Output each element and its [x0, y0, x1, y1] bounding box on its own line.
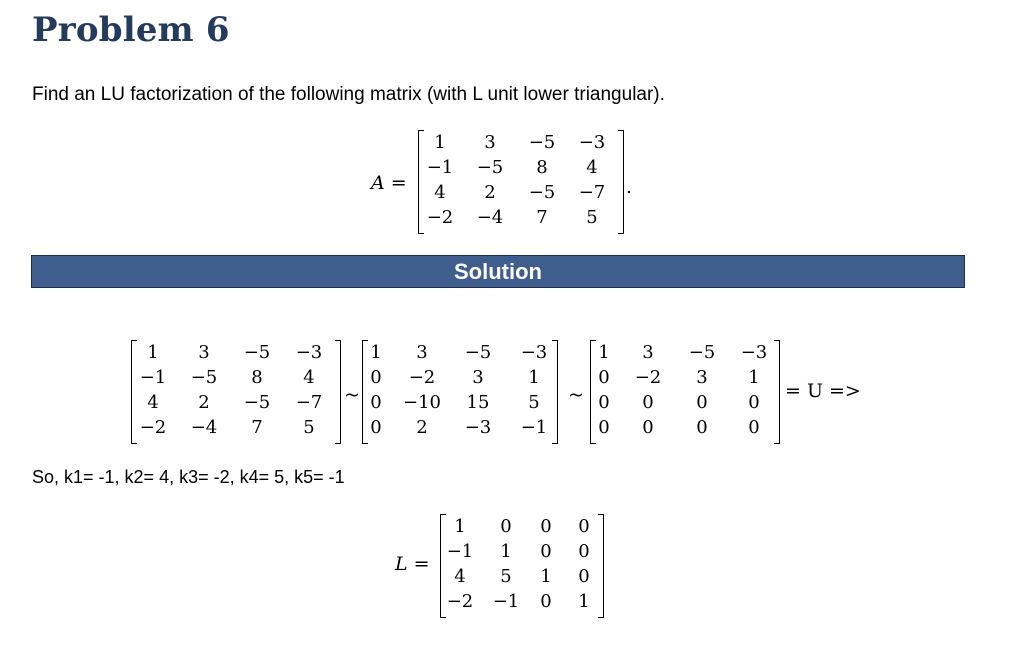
- matrix-cell: 1: [540, 566, 552, 587]
- matrix-cell: 5: [586, 207, 598, 228]
- matrix-cell: −7: [578, 182, 606, 203]
- matrix-cell: −5: [528, 182, 556, 203]
- matrix-cell: −2: [634, 367, 662, 388]
- solution-header-text: Solution: [454, 258, 542, 284]
- matrix-cell: 5: [500, 566, 512, 587]
- matrix-cell: 2: [198, 392, 210, 413]
- problem-title: Problem 6: [32, 10, 230, 50]
- matrix-cell: 4: [303, 367, 315, 388]
- matrix-a: [418, 130, 624, 234]
- matrix-cell: 1: [528, 367, 540, 388]
- matrix-cell: 8: [251, 367, 263, 388]
- matrix-cell: 3: [484, 132, 496, 153]
- matrix-cell: −2: [446, 591, 474, 612]
- matrix-cell: −3: [464, 417, 492, 438]
- matrix-cell: −4: [476, 207, 504, 228]
- matrix-cell: 1: [500, 541, 512, 562]
- matrix-cell: 0: [500, 516, 512, 537]
- matrix-cell: 1: [578, 591, 590, 612]
- matrix-cell: 1: [598, 342, 610, 363]
- matrix-cell: 8: [536, 157, 548, 178]
- matrix-cell: −1: [520, 417, 548, 438]
- matrix-cell: 0: [578, 516, 590, 537]
- multipliers-note: So, k1= -1, k2= 4, k3= -2, k4= 5, k5= -1: [32, 467, 345, 487]
- matrix-cell: −5: [476, 157, 504, 178]
- matrix-cell: 3: [472, 367, 484, 388]
- matrix-cell: −5: [243, 342, 271, 363]
- matrix-cell: 0: [540, 516, 552, 537]
- matrix-cell: 1: [748, 367, 760, 388]
- right-bracket: [335, 340, 341, 444]
- reduction-matrix-2: [362, 340, 558, 444]
- matrix-cell: −5: [464, 342, 492, 363]
- equals-u-result: = U =>: [785, 380, 861, 402]
- matrix-cell: 2: [484, 182, 496, 203]
- tilde-2: ~: [568, 384, 584, 406]
- matrix-cell: 15: [466, 392, 490, 413]
- matrix-cell: 0: [696, 417, 708, 438]
- matrix-cell: −1: [492, 591, 520, 612]
- matrix-cell: −10: [403, 392, 441, 413]
- right-bracket: [618, 130, 624, 234]
- matrix-l: [440, 514, 604, 618]
- matrix-cell: −2: [408, 367, 436, 388]
- matrix-cell: 0: [370, 367, 382, 388]
- matrix-cell: 0: [642, 417, 654, 438]
- matrix-cell: −5: [190, 367, 218, 388]
- matrix-cell: 3: [416, 342, 428, 363]
- matrix-cell: 4: [434, 182, 446, 203]
- matrix-a-label: A =: [371, 172, 407, 194]
- matrix-cell: −3: [740, 342, 768, 363]
- matrix-cell: −1: [426, 157, 454, 178]
- matrix-cell: −3: [578, 132, 606, 153]
- matrix-cell: 1: [370, 342, 382, 363]
- matrix-cell: 5: [528, 392, 540, 413]
- matrix-cell: 0: [748, 392, 760, 413]
- matrix-a-period: .: [626, 176, 633, 198]
- matrix-cell: 7: [536, 207, 548, 228]
- matrix-cell: −5: [528, 132, 556, 153]
- matrix-cell: 2: [416, 417, 428, 438]
- matrix-cell: −4: [190, 417, 218, 438]
- matrix-cell: 3: [198, 342, 210, 363]
- matrix-cell: 4: [147, 392, 159, 413]
- matrix-cell: 4: [454, 566, 466, 587]
- tilde-1: ~: [344, 384, 360, 406]
- solution-header: [31, 255, 965, 288]
- matrix-cell: 0: [578, 541, 590, 562]
- matrix-cell: 0: [578, 566, 590, 587]
- reduction-matrix-1: [131, 340, 341, 444]
- matrix-cell: 0: [598, 367, 610, 388]
- matrix-cell: 0: [598, 417, 610, 438]
- matrix-cell: 3: [696, 367, 708, 388]
- matrix-cell: −3: [520, 342, 548, 363]
- matrix-cell: −3: [295, 342, 323, 363]
- matrix-cell: −1: [446, 541, 474, 562]
- matrix-cell: 0: [748, 417, 760, 438]
- matrix-cell: −5: [243, 392, 271, 413]
- matrix-cell: 0: [540, 541, 552, 562]
- matrix-cell: 1: [147, 342, 159, 363]
- reduction-matrix-3: [590, 340, 780, 444]
- matrix-cell: 0: [696, 392, 708, 413]
- matrix-cell: 0: [370, 392, 382, 413]
- matrix-cell: 0: [598, 392, 610, 413]
- matrix-cell: 0: [540, 591, 552, 612]
- matrix-cell: 3: [642, 342, 654, 363]
- matrix-cell: −2: [139, 417, 167, 438]
- matrix-cell: 1: [454, 516, 466, 537]
- matrix-cell: 1: [434, 132, 446, 153]
- matrix-cell: −2: [426, 207, 454, 228]
- matrix-cell: −5: [688, 342, 716, 363]
- matrix-cell: 7: [251, 417, 263, 438]
- matrix-cell: −7: [295, 392, 323, 413]
- matrix-cell: 0: [370, 417, 382, 438]
- matrix-cell: 4: [586, 157, 598, 178]
- matrix-cell: 0: [642, 392, 654, 413]
- problem-statement: Find an LU factorization of the following matrix (with L unit lower triangular).: [32, 84, 665, 105]
- matrix-l-label: L =: [395, 553, 430, 575]
- matrix-cell: −1: [139, 367, 167, 388]
- matrix-cell: 5: [303, 417, 315, 438]
